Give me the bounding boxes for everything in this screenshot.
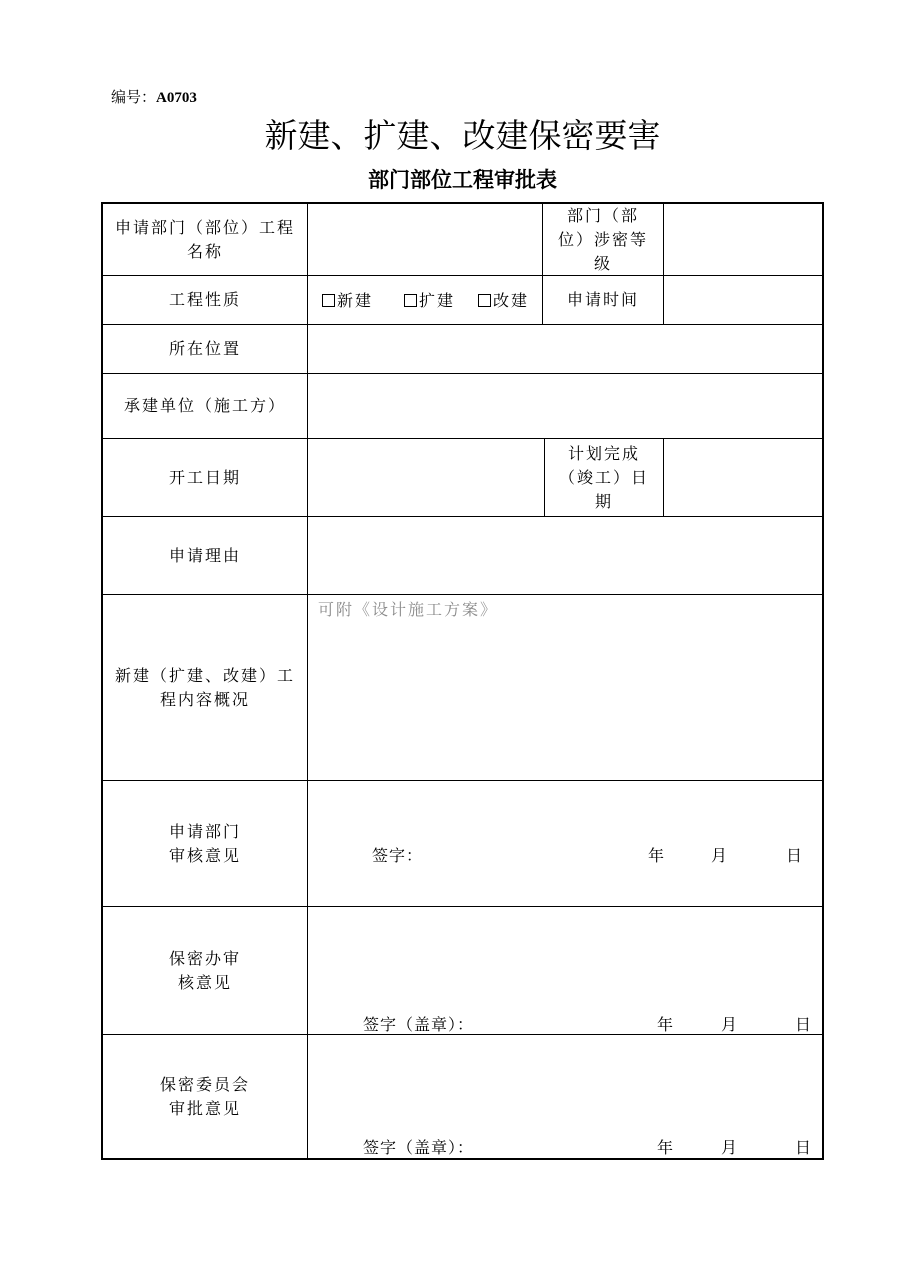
checkbox-icon[interactable] [478, 294, 491, 307]
office-year-label: 年 [657, 1015, 675, 1034]
committee-month-label: 月 [721, 1138, 739, 1157]
option-expansion[interactable] [404, 288, 455, 311]
dept-day-label: 日 [786, 846, 804, 865]
reason-label: 申请理由 [168, 545, 241, 565]
project-name-field[interactable] [308, 204, 542, 275]
committee-sign-label: 签字（盖章）： [363, 1138, 475, 1157]
option-renovation[interactable] [478, 288, 529, 311]
office-sign-label: 签字（盖章）： [363, 1015, 475, 1034]
planned-finish-label: 计划完成（竣工）日期 [559, 443, 650, 511]
dept-month-label: 月 [711, 846, 729, 865]
location-label: 所在位置 [168, 339, 241, 358]
document-subtitle: 部门部位工程审批表 [368, 168, 557, 192]
project-name-label: 申请部门（部位）工程名称 [114, 217, 295, 261]
content-hint: 可附《设计施工方案》 [318, 600, 499, 619]
contractor-label: 承建单位（施工方） [123, 396, 286, 415]
content-label: 新建（扩建、改建）工程内容概况 [115, 665, 296, 709]
apply-time-field[interactable] [664, 276, 822, 324]
committee-label: 保密委员会审批意见 [159, 1074, 250, 1118]
option-label: 改建 [493, 291, 530, 310]
checkbox-icon[interactable] [322, 294, 335, 307]
option-new-construction[interactable] [322, 288, 373, 311]
reason-field[interactable] [308, 517, 822, 594]
start-date-field[interactable] [308, 439, 544, 516]
office-review-label: 保密办审核意见 [168, 948, 241, 992]
committee-year-label: 年 [657, 1138, 675, 1157]
document-number-code: A0703 [156, 90, 197, 106]
checkbox-icon[interactable] [404, 294, 417, 307]
start-date-label: 开工日期 [168, 467, 241, 487]
project-type-label: 工程性质 [168, 290, 241, 309]
document-number [111, 86, 197, 107]
secrecy-level-field[interactable] [664, 204, 822, 275]
document-number-label: 编号： [111, 88, 157, 106]
document-title: 新建、扩建、改建保密要害 [264, 116, 661, 155]
office-day-label: 日 [795, 1015, 813, 1034]
office-month-label: 月 [721, 1015, 739, 1034]
committee-day-label: 日 [795, 1138, 813, 1157]
option-label: 扩建 [419, 291, 456, 310]
dept-review-label: 申请部门审核意见 [168, 821, 241, 865]
planned-finish-field[interactable] [664, 439, 822, 516]
dept-sign-label: 签字： [372, 846, 424, 865]
apply-time-label: 申请时间 [566, 290, 639, 309]
dept-year-label: 年 [648, 846, 666, 865]
contractor-field[interactable] [308, 374, 822, 438]
option-label: 新建 [337, 291, 374, 310]
location-field[interactable] [308, 325, 822, 373]
secrecy-level-label: 部门（部位）涉密等级 [557, 205, 648, 273]
